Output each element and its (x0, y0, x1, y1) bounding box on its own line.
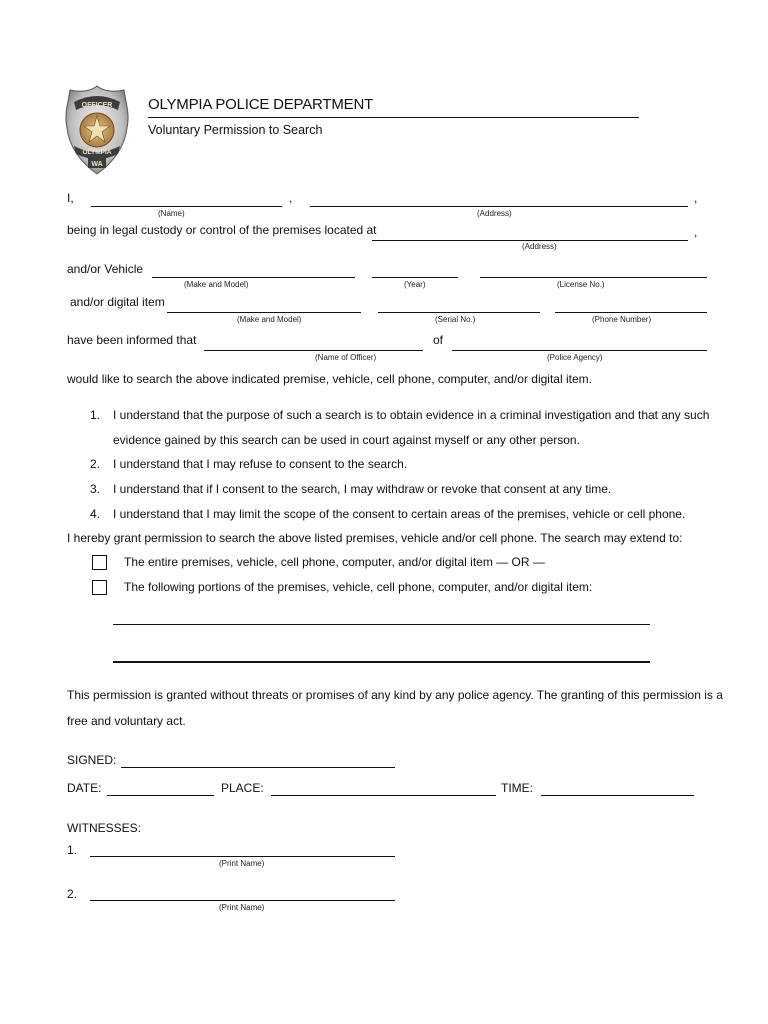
department-title: OLYMPIA POLICE DEPARTMENT (148, 96, 374, 113)
digital-item-label: and/or digital item (70, 295, 165, 309)
digital-phone-caption: (Phone Number) (592, 315, 652, 324)
portions-checkbox[interactable] (92, 580, 107, 595)
custody-text: being in legal custody or control of the premises located at (67, 223, 377, 237)
agency-caption: (Police Agency) (547, 353, 603, 362)
statement-line-2: free and voluntary act. (67, 714, 186, 728)
police-badge-logo (64, 84, 130, 176)
witness-1-field[interactable] (90, 856, 395, 857)
badge-bottom-text: OLYMPIA (82, 149, 112, 156)
list-item: I understand that I may limit the scope of the consent to certain areas of the premises, vehicle or cell phone. (113, 507, 686, 521)
vehicle-make-caption: (Make and Model) (184, 280, 249, 289)
name-field[interactable] (91, 206, 282, 207)
form-title: Voluntary Permission to Search (148, 123, 323, 137)
vehicle-label: and/or Vehicle (67, 262, 144, 276)
name-caption: (Name) (158, 209, 185, 218)
premises-address-field[interactable] (372, 240, 688, 241)
witness-2-field[interactable] (90, 900, 395, 901)
digital-make-caption: (Make and Model) (237, 315, 302, 324)
entire-premises-checkbox[interactable] (92, 555, 107, 570)
vehicle-license-field[interactable] (480, 277, 707, 278)
search-text: would like to search the above indicated premise, vehicle, cell phone, computer, and/or digital item. (67, 372, 592, 386)
digital-serial-field[interactable] (378, 312, 540, 313)
vehicle-license-caption: (License No.) (557, 280, 605, 289)
badge-state-text: WA (91, 161, 103, 168)
officer-name-field[interactable] (204, 350, 423, 351)
premises-address-caption: (Address) (522, 242, 557, 251)
vehicle-year-caption: (Year) (404, 280, 426, 289)
signature-field[interactable] (121, 767, 395, 768)
witness-1-caption: (Print Name) (219, 859, 265, 868)
signed-label: SIGNED: (67, 753, 117, 767)
address-caption: (Address) (477, 209, 512, 218)
portions-line-2[interactable] (113, 661, 650, 663)
witness-2-caption: (Print Name) (219, 903, 265, 912)
list-item-number: 3. (90, 482, 101, 496)
date-label: DATE: (67, 781, 102, 795)
vehicle-year-field[interactable] (372, 277, 458, 278)
grant-text: I hereby grant permission to search the above listed premises, vehicle and/or cell phone. The search may extend to: (67, 531, 683, 545)
police-agency-field[interactable] (452, 350, 707, 351)
place-field[interactable] (271, 795, 496, 796)
witness-number: 2. (67, 887, 78, 901)
comma-3: , (694, 225, 698, 239)
header-rule (148, 117, 639, 118)
place-label: PLACE: (221, 781, 264, 795)
digital-serial-caption: (Serial No.) (435, 315, 476, 324)
witnesses-label: WITNESSES: (67, 821, 142, 835)
list-item-number: 1. (90, 408, 101, 422)
comma-2: , (694, 191, 698, 205)
badge-top-text: OFFICER (81, 102, 113, 109)
list-item-number: 2. (90, 457, 101, 471)
time-field[interactable] (541, 795, 694, 796)
statement-line-1: This permission is granted without threats or promises of any kind by any police agency. The granting of this permission is a (67, 688, 723, 702)
address-field[interactable] (310, 206, 688, 207)
of-text: of (433, 333, 444, 347)
list-item: I understand that if I consent to the search, I may withdraw or revoke that consent at any time. (113, 482, 612, 496)
time-label: TIME: (501, 781, 533, 795)
portions-line-1[interactable] (113, 624, 650, 625)
portions-label: The following portions of the premises, vehicle, cell phone, computer, and/or digital item: (124, 580, 593, 594)
date-field[interactable] (107, 795, 214, 796)
digital-make-field[interactable] (167, 312, 361, 313)
informed-text: have been informed that (67, 333, 197, 347)
witness-number: 1. (67, 843, 78, 857)
comma-1: , (289, 191, 293, 205)
list-item-continuation: evidence gained by this search can be used in court against myself or any other person. (113, 433, 580, 447)
list-item-number: 4. (90, 507, 101, 521)
entire-premises-label: The entire premises, vehicle, cell phone, computer, and/or digital item — OR — (124, 555, 545, 569)
intro-prefix: I, (67, 191, 74, 205)
vehicle-make-field[interactable] (152, 277, 355, 278)
officer-caption: (Name of Officer) (315, 353, 377, 362)
digital-phone-field[interactable] (555, 312, 707, 313)
list-item: I understand that the purpose of such a search is to obtain evidence in a criminal investigation and that any such (113, 408, 710, 422)
list-item: I understand that I may refuse to consent to the search. (113, 457, 408, 471)
